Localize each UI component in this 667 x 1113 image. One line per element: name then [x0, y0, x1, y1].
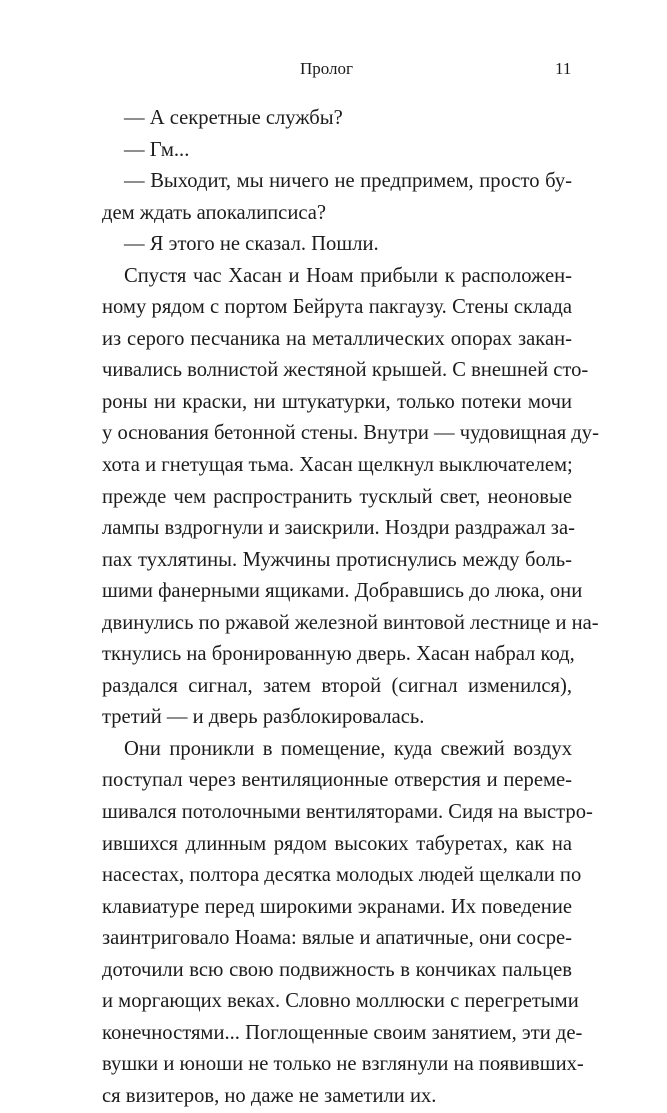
text-line: дем ждать апокалипсиса? — [102, 201, 327, 224]
text-line: ному рядом с портом Бейрута пакгаузу. Стены склада — [102, 296, 572, 319]
text-line: раздался сигнал, затем второй (сигнал изменился), — [102, 674, 572, 697]
text-line: — Гм... — [124, 138, 190, 161]
text-line: хота и гнетущая тьма. Хасан щелкнул выключателем; — [102, 454, 573, 477]
text-line: прежде чем распространить тусклый свет, неоновые — [102, 485, 572, 508]
text-line: и моргающих веках. Словно моллюски с перегретыми — [102, 990, 579, 1013]
text-line: клавиатуре перед широкими экранами. Их поведение — [102, 895, 572, 918]
text-line: конечностями... Поглощенные своим занятием, эти де- — [102, 1021, 583, 1044]
text-line: Спустя час Хасан и Ноам прибыли к расположен- — [124, 264, 572, 287]
body-text — [102, 103, 599, 1113]
text-line: заинтриговало Ноама: вялые и апатичные, они сосре- — [102, 927, 572, 950]
text-line: — А секретные службы? — [124, 107, 343, 129]
text-line: двинулись по ржавой железной винтовой лестнице и на- — [102, 611, 599, 634]
text-line: ткнулись на бронированную дверь. Хасан набрал код, — [102, 643, 575, 666]
text-line: поступал через вентиляционные отверстия и переме- — [102, 769, 572, 792]
text-line: пах тухлятины. Мужчины протиснулись между боль- — [102, 548, 572, 571]
text-line: лампы вздрогнули и заискрили. Ноздри раздражал за- — [102, 517, 575, 540]
text-line: роны ни краски, ни штукатурки, только потеки мочи — [102, 390, 572, 413]
text-line: насестах, полтора десятка молодых людей щелкали по — [102, 864, 582, 887]
text-line: Они проникли в помещение, куда свежий воздух — [124, 737, 572, 760]
text-line: у основания бетонной стены. Внутри — чудовищная ду- — [102, 422, 599, 445]
text-line: — Я этого не сказал. Пошли. — [124, 233, 379, 256]
text-line: третий — и дверь разблокировалась. — [102, 706, 425, 729]
text-line: чивались волнистой жестяной крышей. С внешней сто- — [102, 359, 589, 382]
text-line: ся визитеров, но даже не заметили их. — [102, 1084, 437, 1107]
text-line: шивался потолочными вентиляторами. Сидя на выстро- — [102, 801, 593, 824]
text-line: — Выходит, мы ничего не предпримем, просто бу- — [124, 170, 572, 193]
text-line: вушки и юноши не только не взглянули на появивших- — [102, 1053, 584, 1076]
text-line: ившихся длинным рядом высоких табуретах, как на — [102, 832, 572, 855]
page-number: 11 — [555, 59, 572, 78]
text-line: доточили всю свою подвижность в кончиках пальцев — [102, 958, 572, 981]
text-line: шими фанерными ящиками. Добравшись до люка, они — [102, 580, 583, 603]
running-header-title: Пролог — [300, 59, 354, 78]
text-line: из серого песчаника на металлических опорах закан- — [102, 327, 572, 350]
